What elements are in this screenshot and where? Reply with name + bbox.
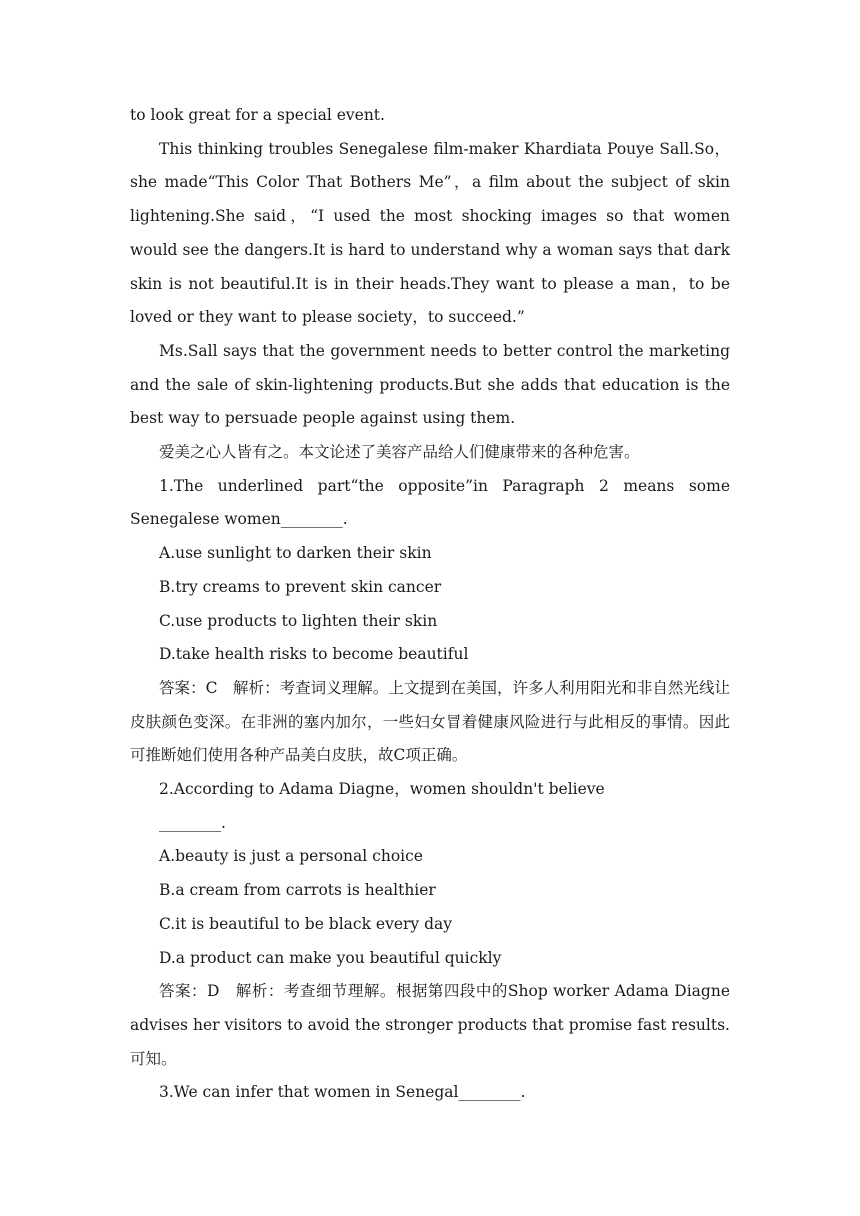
question-1-stem: 1.The underlined part“the opposite”in Paragraph 2 means some Senegalese women________. — [130, 476, 730, 529]
question-3-stem: 3.We can infer that women in Senegal________. — [159, 1083, 526, 1102]
question-1-option-a: A.use sunlight to darken their skin — [159, 544, 432, 563]
document-page — [130, 99, 730, 1110]
question-2-option-c: C.it is beautiful to be black every day — [159, 914, 453, 933]
question-2-blank: ________. — [159, 813, 226, 832]
summary-text: 爱美之心人皆有之。本文论述了美容产品给人们健康带来的各种危害。 — [159, 443, 640, 462]
paragraph-government: Ms.Sall says that the government needs to better control the marketing and the sale of skin-lightening products.But she adds that education is the best way to persuade people against using them. — [130, 341, 730, 428]
paragraph-film-maker: This thinking troubles Senegalese film-maker Khardiata Pouye Sall.So，she made“This Color That Bothers Me”，a film about the subject of skin lightening.She said，“I used the most shocking images so that women would see the dangers.It is hard to understand why a woman says that dark skin is not beautiful.It is in their heads.They want to please a man，to be loved or they want to please society，to succeed.” — [130, 139, 730, 327]
question-1-answer: 答案：C 解析：考查词义理解。上文提到在美国，许多人利用阳光和非自然光线让皮肤颜色变深。在非洲的塞内加尔，一些妇女冒着健康风险进行与此相反的事情。因此可推断她们使用各种产品美白皮肤，故C项正确。 — [130, 678, 730, 765]
paragraph-continuation: to look great for a special event. — [130, 106, 385, 124]
question-1-option-d: D.take health risks to become beautiful — [159, 645, 469, 664]
question-2-option-a: A.beauty is just a personal choice — [159, 847, 423, 866]
question-2-option-b: B.a cream from carrots is healthier — [159, 881, 436, 900]
question-2-stem: 2.According to Adama Diagne，women shouldn't believe — [159, 780, 605, 799]
question-1-option-c: C.use products to lighten their skin — [159, 611, 438, 630]
question-2-option-d: D.a product can make you beautiful quickly — [159, 948, 502, 967]
question-2-answer: 答案：D 解析：考查细节理解。根据第四段中的Shop worker Adama Diagne advises her visitors to avoid the stronger products that promise fast results.可知。 — [130, 982, 730, 1068]
question-1-option-b: B.try creams to prevent skin cancer — [159, 577, 442, 596]
